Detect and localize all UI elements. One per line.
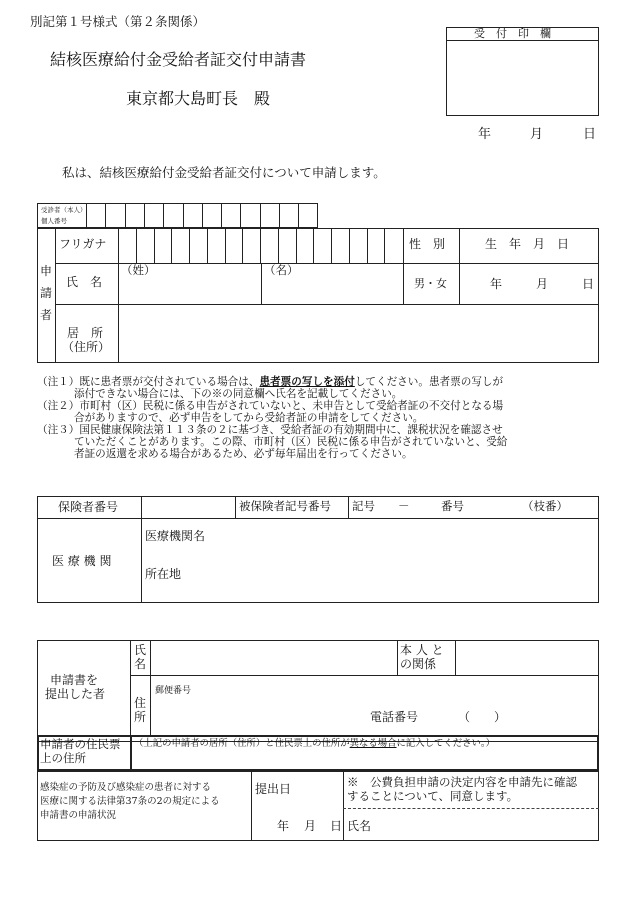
addressee: 東京都大島町長 殿 xyxy=(126,89,271,108)
resident-address-field[interactable] xyxy=(134,752,594,768)
resident-address-label-2: 上の住所 xyxy=(40,751,86,765)
furigana-cell[interactable] xyxy=(189,228,207,263)
consent-line-1: ※ 公費負担申請の決定内容を申請先に確認 xyxy=(347,775,577,789)
furigana-cell[interactable] xyxy=(278,228,296,263)
birth-month-label: 月 xyxy=(536,277,549,291)
submit-date-day: 日 xyxy=(330,819,343,833)
edaban-label: （枝番） xyxy=(522,499,568,513)
name-label: 氏 名 xyxy=(66,275,103,289)
medical-institution-label: 医 療 機 関 xyxy=(52,554,112,568)
furigana-cell[interactable] xyxy=(313,228,331,263)
bango-label: 番号 xyxy=(441,499,464,513)
furigana-cell[interactable] xyxy=(136,228,154,263)
institution-name-field[interactable] xyxy=(220,526,592,546)
gender-label: 性 別 xyxy=(409,237,446,251)
furigana-cell[interactable] xyxy=(384,228,402,263)
furigana-cell[interactable] xyxy=(367,228,385,263)
furigana-cell[interactable] xyxy=(260,228,278,263)
note-3-line-2: ていただくことがあります。この際、市町村（区）民税に係る申告がされていないと、受給 xyxy=(74,436,508,448)
individual-number-cell[interactable] xyxy=(202,203,221,228)
applicant-side-label-2: 請 xyxy=(40,286,53,300)
submitter-name-label-1: 氏 xyxy=(134,643,147,657)
id-label-patient: 受診者（本人） xyxy=(41,206,87,214)
phone-field[interactable]: （ ） xyxy=(458,710,507,724)
form-title: 結核医療給付金受給者証交付申請書 xyxy=(50,50,307,69)
date-day-label: 日 xyxy=(583,127,597,142)
note-2-line-1: （注２）市町村（区）民税に係る申告がされていないと、未申告として受給者証の不交付となる場 xyxy=(37,400,504,412)
submitter-name-field[interactable] xyxy=(155,645,391,671)
reception-label: 受 付 印 欄 xyxy=(474,27,551,40)
applicant-side-label-3: 者 xyxy=(40,308,53,322)
given-name-field[interactable] xyxy=(290,280,395,300)
insured-number-label: 被保険者記号番号 xyxy=(239,499,331,513)
resident-address-label-1: 申請者の住民票 xyxy=(40,737,121,751)
submitter-label-1: 申請書を xyxy=(50,673,99,687)
form-code: 別記第１号様式（第２条関係） xyxy=(30,14,206,29)
consent-line-2: することについて、同意します。 xyxy=(347,789,519,803)
individual-number-cell[interactable] xyxy=(298,203,317,228)
law-line-2: 医療に関する法律第37条の2の規定による xyxy=(40,796,220,807)
submitter-address-label-1: 住 xyxy=(134,696,147,710)
address-label: 居 所 xyxy=(67,326,104,340)
gender-option[interactable]: 男・女 xyxy=(414,277,447,290)
surname-label: （姓） xyxy=(121,263,156,277)
law-line-1: 感染症の予防及び感染症の患者に対する xyxy=(40,782,212,793)
kigo-label: 記号 xyxy=(352,499,375,513)
insurer-number-label: 保険者番号 xyxy=(58,500,119,514)
insurer-number-field[interactable] xyxy=(145,499,231,516)
furigana-cell[interactable] xyxy=(225,228,243,263)
note-2-line-2: 合がありますので、必ず申告をしてから受給者証の申請をしてください。 xyxy=(74,412,424,424)
furigana-cell[interactable] xyxy=(207,228,225,263)
furigana-cell[interactable] xyxy=(349,228,367,263)
individual-number-cell[interactable] xyxy=(260,203,279,228)
furigana-label: フリガナ xyxy=(59,237,107,251)
consent-name-field[interactable] xyxy=(375,814,595,836)
birthdate-label: 生 年 月 日 xyxy=(485,237,570,251)
individual-number-cell[interactable] xyxy=(221,203,240,228)
postal-code-field[interactable] xyxy=(200,684,350,698)
furigana-cell[interactable] xyxy=(154,228,172,263)
individual-number-cell[interactable] xyxy=(240,203,259,228)
address-label-sub: （住所） xyxy=(62,340,111,354)
submit-date-label: 提出日 xyxy=(255,782,292,796)
individual-number-cell[interactable] xyxy=(86,203,105,228)
date-month-label: 月 xyxy=(530,127,544,142)
submit-date-month: 月 xyxy=(304,819,317,833)
relation-label-1: 本 人 と xyxy=(400,643,444,657)
submitter-address-label-2: 所 xyxy=(134,710,147,724)
note-1-line-2: 添付できない場合には、下の※の同意欄へ氏名を記載してください。 xyxy=(74,388,403,400)
furigana-cell[interactable] xyxy=(171,228,189,263)
declaration: 私は、結核医療給付金受給者証交付について申請します。 xyxy=(62,165,386,180)
submitter-name-label-2: 名 xyxy=(134,657,147,671)
location-label: 所在地 xyxy=(145,567,182,581)
note-3-line-3: 者証の返還を求める場合があるため、必ず毎年届出を行ってください。 xyxy=(74,448,413,460)
resident-address-note: （上記の申請者の居所（住所）と住民票上の住所が異なる場合に記入してください。） xyxy=(134,738,495,749)
note-1-line-1: （注１）既に患者票が交付されている場合は、患者票の写しを添付してください。患者票の写しが xyxy=(37,376,504,388)
id-label-number: 個人番号 xyxy=(41,217,67,225)
date-year-label: 年 xyxy=(478,127,492,142)
individual-number-cell[interactable] xyxy=(183,203,202,228)
postal-code-label: 郵便番号 xyxy=(155,686,192,696)
address-field[interactable] xyxy=(122,308,594,358)
consent-name-label: 氏名 xyxy=(347,819,372,833)
relation-label-2: の関係 xyxy=(400,657,437,671)
phone-label: 電話番号 xyxy=(370,710,419,724)
birth-day-label: 日 xyxy=(582,277,595,291)
law-line-3: 申請書の申請状況 xyxy=(40,810,117,821)
submitter-label-2: 提出した者 xyxy=(45,687,106,701)
furigana-cell[interactable] xyxy=(296,228,314,263)
furigana-cell[interactable] xyxy=(331,228,349,263)
note-3-line-1: （注３）国民健康保険法第１１３条の２に基づき、受給者証の有効期間中に、課税状況を確認させ xyxy=(37,424,503,436)
relation-field[interactable] xyxy=(460,645,595,671)
individual-number-cell[interactable] xyxy=(105,203,124,228)
furigana-cell[interactable] xyxy=(242,228,260,263)
applicant-side-label-1: 申 xyxy=(40,264,53,278)
submit-date-year: 年 xyxy=(277,819,290,833)
individual-number-cell[interactable] xyxy=(125,203,144,228)
individual-number-cell[interactable] xyxy=(144,203,163,228)
kigo-dash: － xyxy=(398,499,410,513)
individual-number-cell[interactable] xyxy=(279,203,298,228)
note-1-emphasis: 患者票の写しを添付 xyxy=(259,376,355,388)
institution-name-label: 医療機関名 xyxy=(145,529,206,543)
individual-number-cell[interactable] xyxy=(163,203,182,228)
surname-field[interactable] xyxy=(150,280,255,300)
location-field[interactable] xyxy=(190,564,592,584)
birth-year-label: 年 xyxy=(490,277,503,291)
given-name-label: （名） xyxy=(264,263,299,277)
